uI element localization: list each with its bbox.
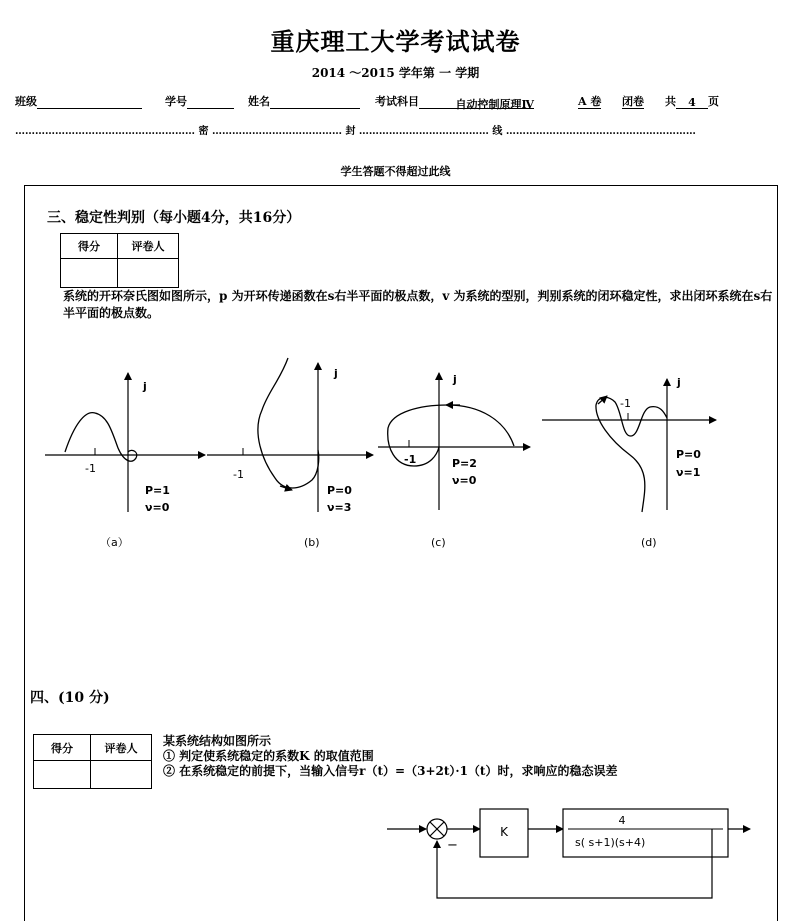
plot-b-p: P=0: [327, 484, 352, 497]
section3-score-table: [60, 233, 179, 288]
section3-question: 系统的开环奈氏图如图所示，p 为开环传递函数在s右半平面的极点数，v 为系统的型别，判别系统的闭环稳定性，求出闭环系统在s右半平面的极点数。: [63, 289, 773, 320]
section4-score-table: [33, 734, 152, 789]
name-blank: [270, 96, 360, 109]
exam-title: 重庆理工大学考试试卷: [270, 27, 521, 56]
section4-question: [163, 734, 617, 779]
plot-a-v: ν=0: [145, 501, 170, 514]
plot-c-minus-one: -1: [404, 453, 417, 466]
name-label: 姓名: [248, 95, 270, 108]
seal-xian: 线: [492, 126, 503, 137]
student-id-blank: [187, 96, 234, 109]
feedback-sign: −: [447, 838, 458, 853]
grader-cell[interactable]: [91, 761, 152, 789]
section3-heading: 三、稳定性判别（每小题4分，共16分）: [47, 210, 301, 226]
academic-term: 2014 ～2015 学年第 一 学期: [311, 66, 480, 80]
student-id-field: [165, 93, 234, 109]
plot-d-j: j: [677, 376, 681, 389]
plot-d-curve: [596, 397, 667, 512]
tf-denominator: s( s+1)(s+4): [575, 836, 646, 849]
score-cell[interactable]: [61, 259, 118, 288]
seal-feng: 封: [345, 126, 356, 137]
score-header: 得分: [61, 234, 118, 259]
seal-line: ……………………………………………… 密 ………………………………… 封 ………………………………… 线 …………………………………………………: [15, 126, 696, 137]
plot-d-v: ν=1: [676, 466, 701, 479]
score-cell[interactable]: [34, 761, 91, 789]
plot-d-caption: (d): [641, 536, 657, 549]
plot-b-v: ν=3: [327, 501, 352, 514]
plot-d-p: P=0: [676, 448, 701, 461]
student-id-label: 学号: [165, 95, 187, 108]
page-count: 共 4 页: [665, 95, 719, 109]
grader-header: 评卷人: [118, 234, 179, 259]
plot-b-minus-one: -1: [233, 468, 244, 481]
plot-b-curve: [258, 358, 319, 488]
plot-b-j: j: [334, 367, 338, 380]
plot-c-v: ν=0: [452, 474, 477, 487]
tf-numerator: 4: [618, 814, 626, 827]
class-label: 班级: [15, 95, 37, 108]
plot-c-j: j: [453, 373, 457, 386]
name-field: [248, 93, 360, 109]
plant-block: [563, 809, 728, 857]
nyquist-plots: [0, 340, 791, 560]
class-field: [15, 93, 142, 109]
exam-mode: 闭卷: [622, 95, 644, 108]
plot-b: [207, 358, 373, 549]
paper-type: A 卷: [578, 95, 602, 108]
plot-c-p: P=2: [452, 457, 477, 470]
seal-mi: 密: [198, 126, 209, 137]
plot-d: [542, 376, 716, 549]
plot-a-curve: [65, 413, 137, 462]
section4-heading: 四、(10 分): [30, 690, 110, 706]
class-blank: [37, 96, 142, 109]
score-header: 得分: [34, 735, 91, 761]
gain-label: K: [500, 825, 508, 839]
plot-a: [45, 373, 205, 549]
subject-field: [375, 93, 534, 109]
plot-a-j: j: [143, 380, 147, 393]
section4-line-1: 某系统结构如图所示: [163, 734, 272, 748]
subject-value: 自动控制原理Ⅳ: [419, 96, 534, 109]
grader-cell[interactable]: [118, 259, 179, 288]
plot-c: [378, 373, 530, 549]
subject-label: 考试科目: [375, 95, 419, 108]
block-diagram: [0, 795, 791, 914]
section4-line-2: ① 判定使系统稳定的系数K 的取值范围: [163, 749, 374, 763]
grader-header: 评卷人: [91, 735, 152, 761]
plot-b-caption: (b): [304, 536, 320, 549]
plot-a-p: P=1: [145, 484, 170, 497]
answer-boundary-note: 学生答题不得超过此线: [340, 165, 451, 178]
plot-a-caption: （a）: [100, 536, 129, 549]
plot-a-minus-one: -1: [85, 462, 96, 475]
plot-c-caption: (c): [431, 536, 446, 549]
section4-line-3: ② 在系统稳定的前提下，当输入信号r（t）=（3+2t）·1（t）时，求响应的稳态误差: [163, 764, 618, 778]
plot-d-minus-one: -1: [620, 397, 631, 410]
